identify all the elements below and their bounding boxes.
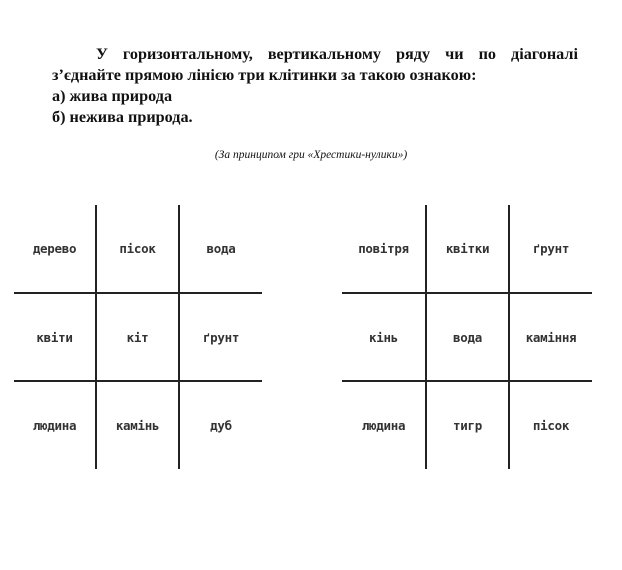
grid-cell[interactable]: пісок [119, 241, 156, 256]
grid-cell[interactable]: квіти [36, 329, 73, 345]
grid-cell[interactable]: дерево [32, 241, 77, 256]
grid-cell[interactable]: пісок [532, 418, 570, 433]
grid-cell[interactable]: каміння [525, 329, 577, 345]
grid-cell[interactable]: ґрунт [532, 241, 570, 256]
grid-cell[interactable]: дуб [210, 418, 232, 433]
instructions [52, 44, 578, 128]
grid-cell[interactable]: тигр [453, 418, 482, 433]
grid-cell[interactable]: повітря [358, 241, 409, 256]
grid-cell[interactable]: вода [453, 329, 482, 345]
option-b: б) нежива природа. [52, 108, 193, 126]
tic-tac-toe-grid-a [14, 205, 262, 469]
grid-cell[interactable]: вода [206, 241, 236, 256]
grid-cell[interactable]: людина [32, 418, 77, 433]
grid-cell[interactable]: ґрунт [202, 329, 240, 345]
grid-cell[interactable]: кіт [126, 329, 149, 345]
option-a: а) жива природа [52, 87, 173, 105]
grid-cell[interactable]: квітки [445, 241, 490, 256]
tic-tac-toe-grid-b [342, 205, 592, 469]
instruction-line-2: з’єднайте прямою лінією три клітинки за такою ознакою: [52, 66, 477, 84]
game-note: (За принципом гри «Хрестики-нулики») [214, 149, 408, 161]
grid-cell[interactable]: кінь [369, 329, 398, 345]
instruction-line-1: У горизонтальному, вертикальному ряду чи по діагоналі [96, 45, 578, 63]
grid-cell[interactable]: людина [361, 418, 406, 433]
grid-cell[interactable]: камінь [115, 418, 160, 433]
